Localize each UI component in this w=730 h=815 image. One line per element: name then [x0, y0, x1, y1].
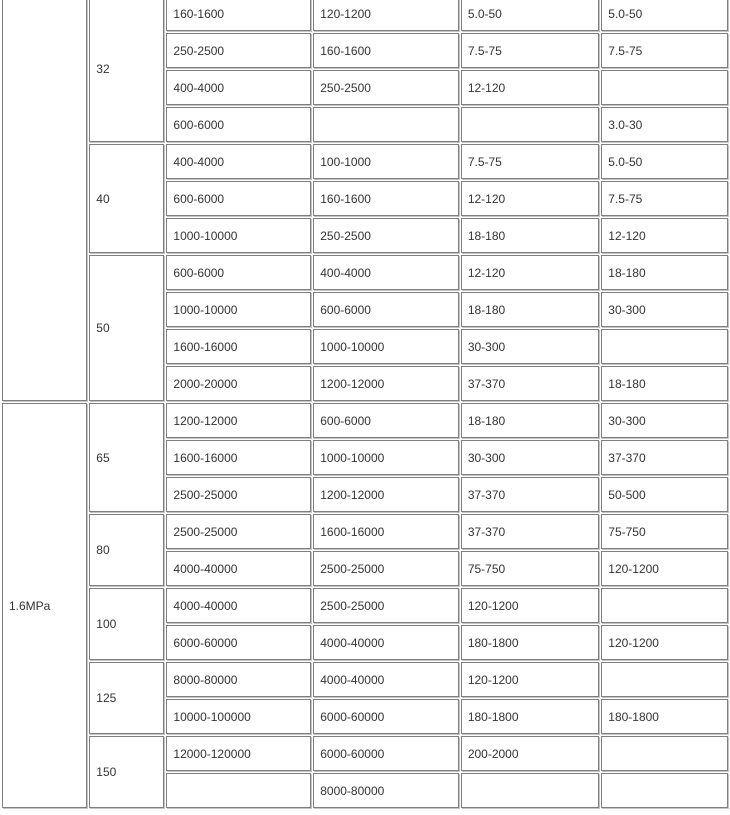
- flow-range-cell: 250-2500: [313, 70, 459, 105]
- nominal-diameter-cell: 50: [89, 255, 164, 401]
- flow-range-cell: 160-1600: [313, 33, 459, 68]
- flow-range-cell: [601, 662, 728, 697]
- flow-range-cell: 400-4000: [313, 255, 459, 290]
- flow-range-cell: 200-2000: [461, 736, 599, 771]
- flow-range-cell: [461, 773, 599, 808]
- flow-range-cell: 2500-25000: [166, 477, 311, 512]
- flow-range-cell: 250-2500: [166, 33, 311, 68]
- flow-range-cell: 18-180: [461, 218, 599, 253]
- flow-range-cell: [461, 107, 599, 142]
- flow-range-cell: 600-6000: [166, 181, 311, 216]
- flow-range-cell: 12-120: [461, 70, 599, 105]
- table-row: [2, 403, 728, 438]
- flow-range-cell: [601, 588, 728, 623]
- flow-range-cell: 250-2500: [313, 218, 459, 253]
- pressure-cell: 1.6MPa: [2, 403, 87, 808]
- flow-range-cell: 6000-60000: [166, 625, 311, 660]
- flow-range-cell: 7.5-75: [601, 181, 728, 216]
- flow-range-cell: 1600-16000: [166, 329, 311, 364]
- flow-range-cell: 75-750: [601, 514, 728, 549]
- flow-range-cell: 7.5-75: [461, 144, 599, 179]
- flow-range-cell: 1000-10000: [166, 292, 311, 327]
- flow-range-cell: 37-370: [461, 514, 599, 549]
- pressure-cell: [2, 0, 87, 401]
- flow-range-cell: 37-370: [461, 477, 599, 512]
- nominal-diameter-cell: 80: [89, 514, 164, 586]
- flow-range-cell: 120-1200: [461, 588, 599, 623]
- flow-range-cell: 2500-25000: [313, 551, 459, 586]
- flow-range-cell: 160-1600: [313, 181, 459, 216]
- flow-range-cell: 12-120: [461, 255, 599, 290]
- flow-range-cell: 8000-80000: [166, 662, 311, 697]
- flow-range-cell: 120-1200: [601, 625, 728, 660]
- nominal-diameter-cell: 32: [89, 0, 164, 142]
- flow-range-cell: 180-1800: [461, 625, 599, 660]
- table-row: [2, 736, 728, 771]
- flow-range-cell: 1200-12000: [313, 477, 459, 512]
- flow-range-cell: 1200-12000: [166, 403, 311, 438]
- flow-range-cell: 1000-10000: [166, 218, 311, 253]
- flow-range-cell: 3.0-30: [601, 107, 728, 142]
- flow-range-cell: [601, 736, 728, 771]
- flow-range-cell: 600-6000: [313, 403, 459, 438]
- flow-range-cell: 30-300: [461, 440, 599, 475]
- flow-range-cell: 7.5-75: [461, 33, 599, 68]
- flow-range-cell: 30-300: [601, 403, 728, 438]
- table-row: [2, 588, 728, 623]
- flow-range-cell: 1000-10000: [313, 440, 459, 475]
- nominal-diameter-cell: 40: [89, 144, 164, 253]
- flow-range-cell: 2500-25000: [313, 588, 459, 623]
- table-row: [2, 255, 728, 290]
- flow-range-cell: 12000-120000: [166, 736, 311, 771]
- flow-range-cell: 18-180: [461, 292, 599, 327]
- table-row: [2, 662, 728, 697]
- flow-range-cell: 180-1800: [601, 699, 728, 734]
- flow-range-cell: 5.0-50: [461, 0, 599, 31]
- flow-range-cell: 160-1600: [166, 0, 311, 31]
- table-row: [2, 0, 728, 31]
- flow-range-cell: 6000-60000: [313, 699, 459, 734]
- flow-range-cell: 50-500: [601, 477, 728, 512]
- flow-range-cell: 30-300: [461, 329, 599, 364]
- flow-range-cell: [601, 70, 728, 105]
- flow-range-cell: 7.5-75: [601, 33, 728, 68]
- flow-range-cell: 8000-80000: [313, 773, 459, 808]
- nominal-diameter-cell: 150: [89, 736, 164, 808]
- flow-range-cell: 600-6000: [166, 255, 311, 290]
- nominal-diameter-cell: 65: [89, 403, 164, 512]
- flow-range-cell: 37-370: [461, 366, 599, 401]
- nominal-diameter-cell: 100: [89, 588, 164, 660]
- nominal-diameter-cell: 125: [89, 662, 164, 734]
- flow-range-cell: 1600-16000: [166, 440, 311, 475]
- flow-range-cell: 4000-40000: [313, 662, 459, 697]
- flow-range-cell: [313, 107, 459, 142]
- flow-range-cell: 600-6000: [166, 107, 311, 142]
- flow-range-cell: 120-1200: [461, 662, 599, 697]
- flow-range-cell: 12-120: [461, 181, 599, 216]
- flow-range-cell: 120-1200: [313, 0, 459, 31]
- flow-range-cell: 600-6000: [313, 292, 459, 327]
- flow-range-cell: 120-1200: [601, 551, 728, 586]
- flow-range-cell: 10000-100000: [166, 699, 311, 734]
- flow-range-cell: 37-370: [601, 440, 728, 475]
- flow-range-cell: 5.0-50: [601, 144, 728, 179]
- flow-range-cell: 4000-40000: [166, 588, 311, 623]
- flow-range-cell: [601, 329, 728, 364]
- flow-range-cell: 100-1000: [313, 144, 459, 179]
- flow-range-cell: 400-4000: [166, 144, 311, 179]
- flow-range-cell: [601, 773, 728, 808]
- flow-range-cell: 1000-10000: [313, 329, 459, 364]
- table-body: [2, 0, 728, 808]
- flow-range-cell: 1600-16000: [313, 514, 459, 549]
- flow-range-cell: 30-300: [601, 292, 728, 327]
- flow-range-cell: 4000-40000: [166, 551, 311, 586]
- flow-range-cell: [166, 773, 311, 808]
- flow-range-cell: 18-180: [601, 255, 728, 290]
- flow-range-cell: 400-4000: [166, 70, 311, 105]
- flow-range-cell: 12-120: [601, 218, 728, 253]
- flow-range-cell: 6000-60000: [313, 736, 459, 771]
- table-row: [2, 144, 728, 179]
- flow-range-cell: 2500-25000: [166, 514, 311, 549]
- flow-range-cell: 18-180: [601, 366, 728, 401]
- flow-range-cell: 5.0-50: [601, 0, 728, 31]
- flow-range-cell: 75-750: [461, 551, 599, 586]
- flow-range-cell: 180-1800: [461, 699, 599, 734]
- table-row: [2, 514, 728, 549]
- flow-range-cell: 1200-12000: [313, 366, 459, 401]
- flow-range-cell: 18-180: [461, 403, 599, 438]
- flow-range-cell: 4000-40000: [313, 625, 459, 660]
- flow-range-cell: 2000-20000: [166, 366, 311, 401]
